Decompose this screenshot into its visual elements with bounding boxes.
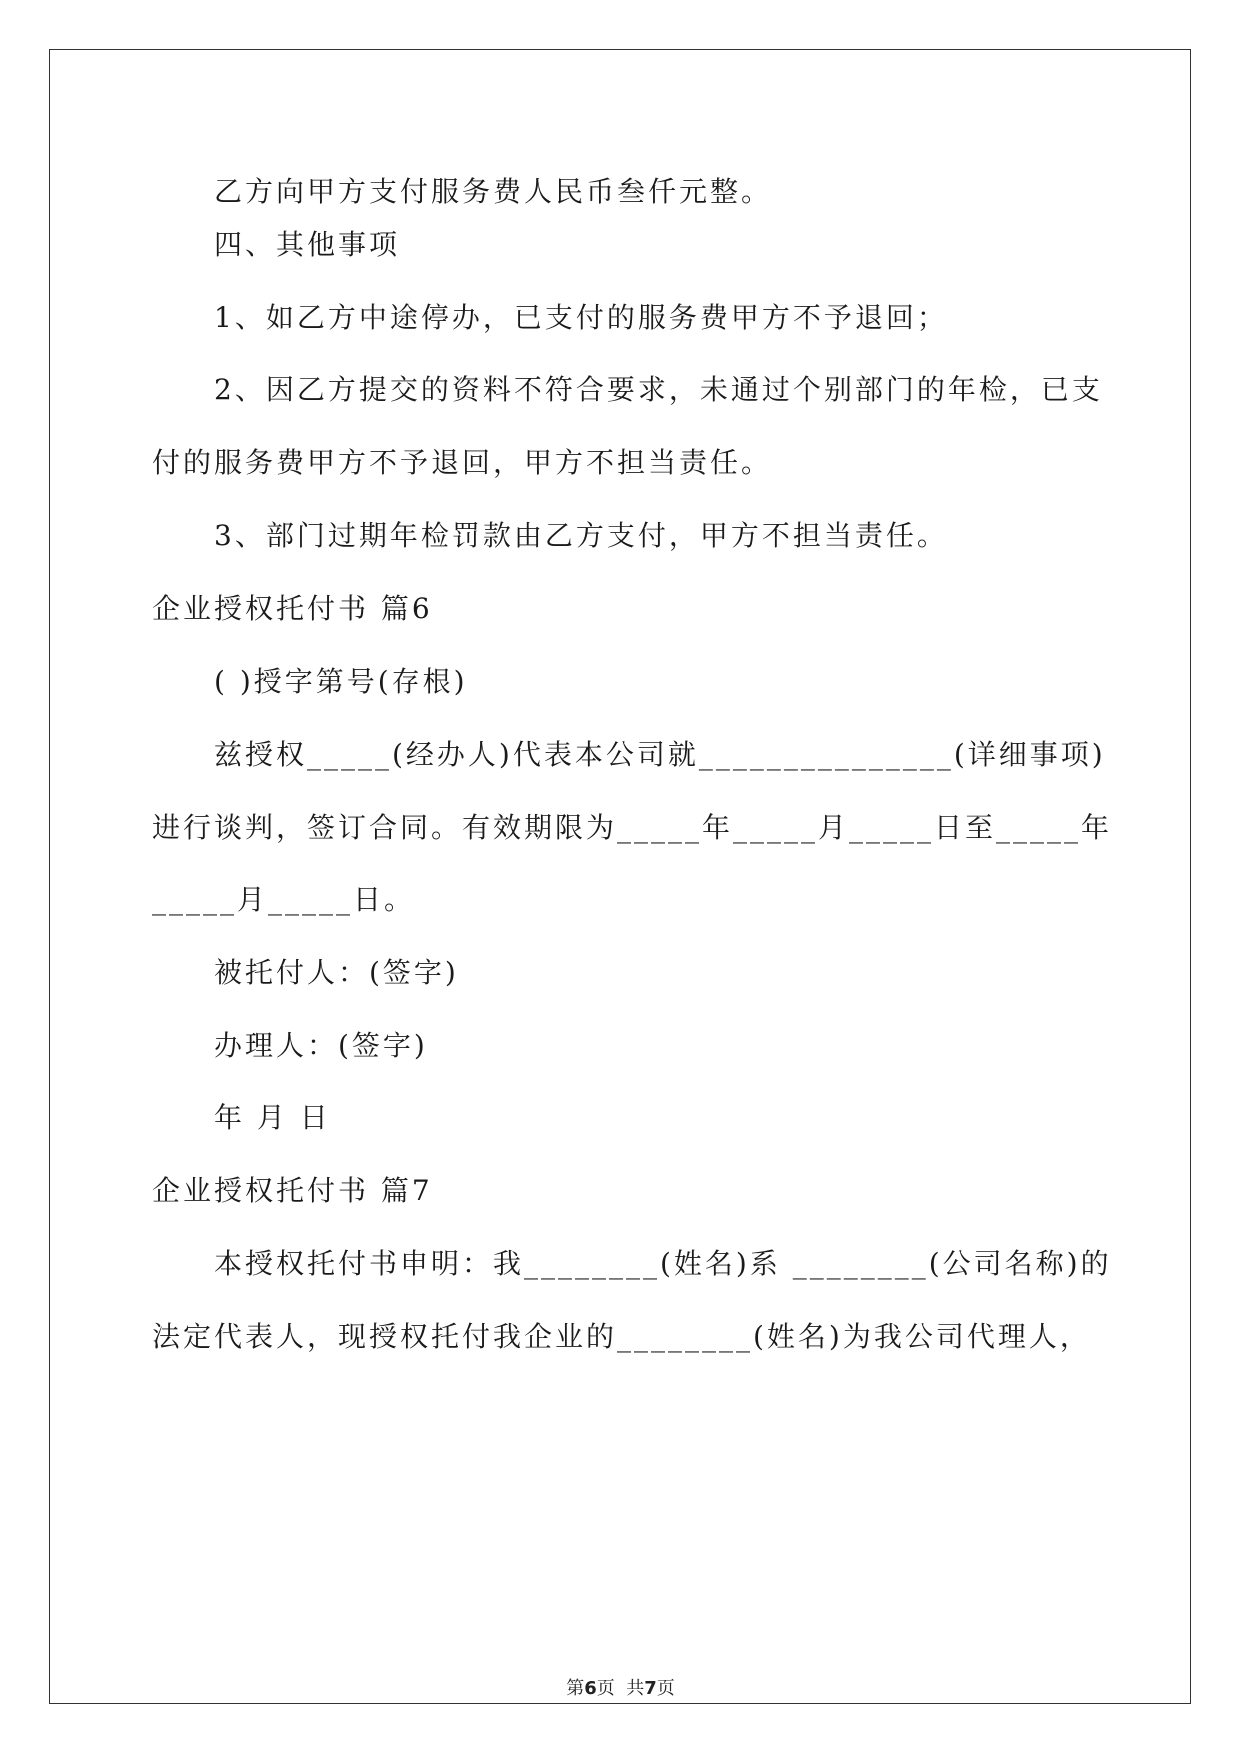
authorization-number: ( )授字第号(存根) [214,665,468,698]
footer-current-page: 6 [584,1678,597,1699]
clause-2-line-2: 付的服务费甲方不予退回，甲方不担当责任。 [152,446,773,479]
clause-2-line-1: 2、因乙方提交的资料不符合要求，未通过个别部门的年检，已支 [214,373,1103,406]
authorization-text-line-3: _____月_____日。 [152,883,416,916]
authorization-text-line-1: 兹授权_____(经办人)代表本公司就_______________(详细事项) [214,738,1106,771]
footer-prefix: 第 [566,1678,585,1699]
handler-signature: 办理人：(签字) [214,1029,428,1062]
clause-3: 3、部门过期年检罚款由乙方支付，甲方不担当责任。 [214,519,948,552]
authorization-text-line-2: 进行谈判，签订合同。有效期限为_____年_____月_____日至_____年 [152,811,1113,844]
declaration-line-1: 本授权托付书申明：我________(姓名)系 ________(公司名称)的 [214,1247,1112,1280]
trustee-signature: 被托付人：(签字) [214,956,459,989]
footer-total-pages: 7 [644,1678,657,1699]
section-title-7: 企业授权托付书 篇7 [152,1174,433,1207]
paragraph-payment: 乙方向甲方支付服务费人民币叁仟元整。 [214,175,773,208]
section-heading-other-matters: 四、其他事项 [214,228,401,261]
page-footer [0,1677,1241,1701]
footer-mid: 页 共 [596,1678,645,1699]
section-title-6: 企业授权托付书 篇6 [152,592,433,625]
declaration-line-2: 法定代表人，现授权托付我企业的________(姓名)为我公司代理人， [152,1320,1091,1353]
date-line: 年 月 日 [214,1101,331,1134]
clause-1: 1、如乙方中途停办，已支付的服务费甲方不予退回； [214,301,948,334]
footer-suffix: 页 [656,1678,675,1699]
